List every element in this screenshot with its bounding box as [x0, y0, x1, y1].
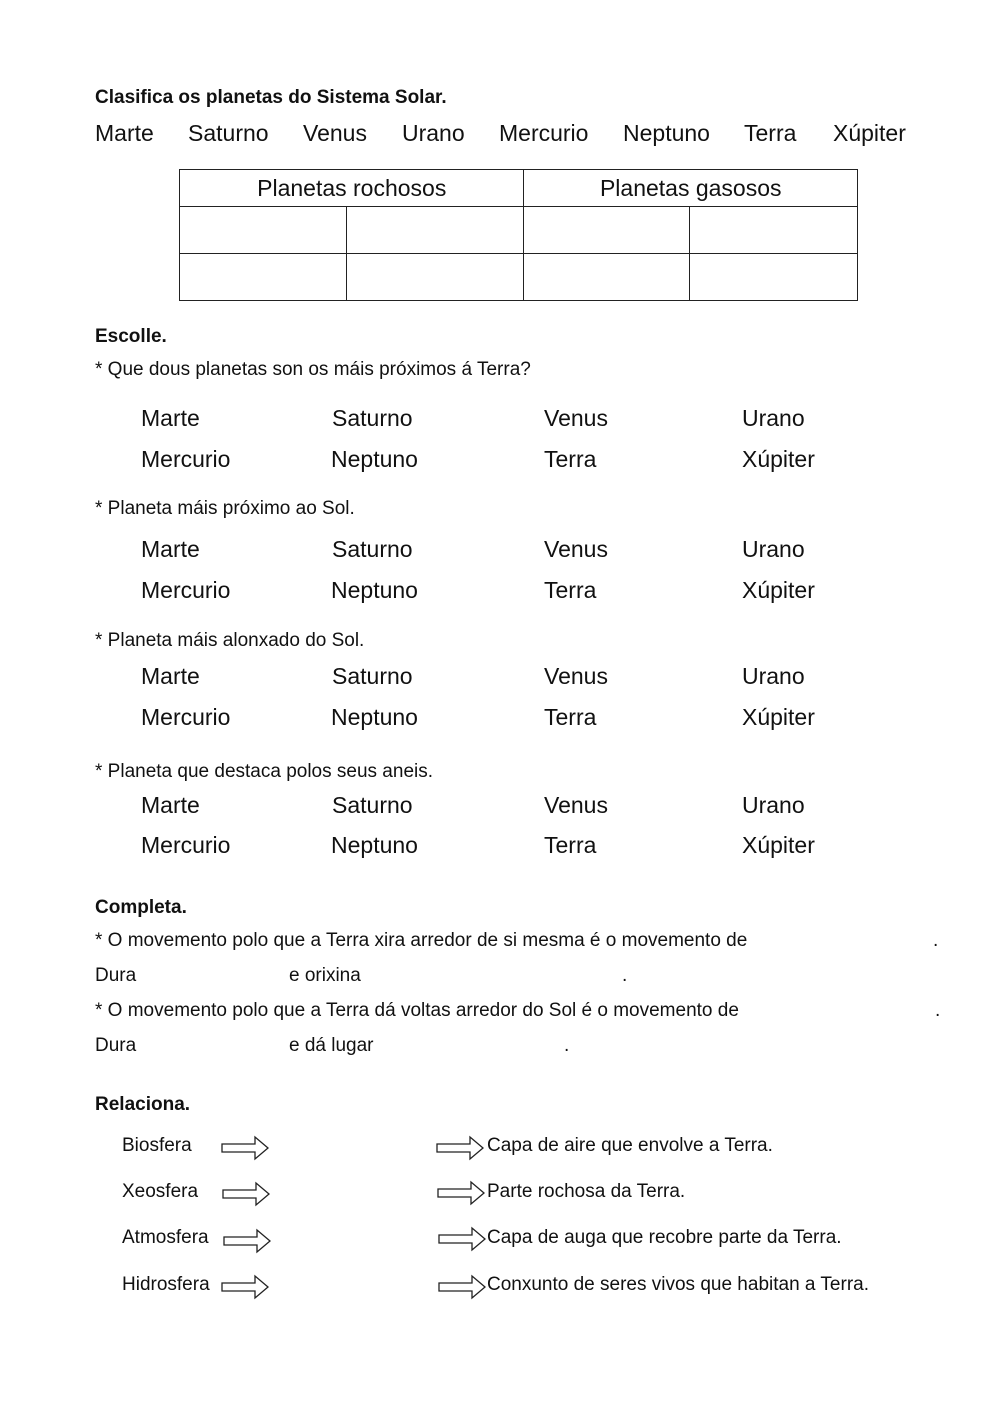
- period-2: .: [622, 965, 628, 986]
- complete-line-2-dura: Dura: [95, 965, 137, 986]
- planet-word-terra[interactable]: Terra: [744, 120, 797, 146]
- relate-definition-1: Capa de aire que envolve a Terra.: [487, 1135, 773, 1156]
- planet-word-venus[interactable]: Venus: [303, 120, 367, 146]
- question-4-text: * Planeta que destaca polos seus aneis.: [95, 761, 434, 782]
- q2-option-mercurio[interactable]: Mercurio: [141, 577, 231, 603]
- q1-option-saturno[interactable]: Saturno: [332, 405, 413, 431]
- q4-option-terra[interactable]: Terra: [544, 832, 597, 858]
- revolution-movement-blank[interactable]: [790, 998, 928, 1022]
- planet-word-urano[interactable]: Urano: [402, 120, 465, 146]
- gas-planets-header: Planetas gasosos: [524, 170, 858, 207]
- relate-term-atmosfera: Atmosfera: [122, 1227, 209, 1248]
- relate-definition-3: Capa de auga que recobre parte da Terra.: [487, 1227, 842, 1248]
- q4-option-saturno[interactable]: Saturno: [332, 792, 413, 818]
- q2-option-terra[interactable]: Terra: [544, 577, 597, 603]
- rocky-planets-header: Planetas rochosos: [180, 170, 524, 207]
- rotation-origin-blank[interactable]: [375, 963, 615, 987]
- revolution-result-blank[interactable]: [388, 1033, 558, 1057]
- q3-option-mercurio[interactable]: Mercurio: [141, 704, 231, 730]
- relate-heading: Relaciona.: [95, 1094, 191, 1115]
- q2-option-marte[interactable]: Marte: [141, 536, 200, 562]
- q3-option-saturno[interactable]: Saturno: [332, 663, 413, 689]
- period-1: .: [933, 930, 939, 951]
- planet-word-neptuno[interactable]: Neptuno: [623, 120, 710, 146]
- right-arrow-2-icon[interactable]: [437, 1180, 485, 1206]
- left-arrow-1-icon[interactable]: [221, 1135, 269, 1161]
- complete-heading: Completa.: [95, 897, 187, 918]
- planet-word-saturno[interactable]: Saturno: [188, 120, 269, 146]
- rotation-duration-blank[interactable]: [145, 963, 280, 987]
- question-1-text: * Que dous planetas son os máis próximos á Terra?: [95, 359, 531, 380]
- left-arrow-4-icon[interactable]: [221, 1274, 269, 1300]
- right-arrow-3-icon[interactable]: [438, 1226, 486, 1252]
- q4-option-neptuno[interactable]: Neptuno: [331, 832, 418, 858]
- rocky-drop-cell-2[interactable]: [346, 207, 524, 254]
- gas-drop-cell-1[interactable]: [524, 207, 690, 254]
- q4-option-xupiter[interactable]: Xúpiter: [742, 832, 815, 858]
- q3-option-terra[interactable]: Terra: [544, 704, 597, 730]
- q1-option-neptuno[interactable]: Neptuno: [331, 446, 418, 472]
- q1-option-marte[interactable]: Marte: [141, 405, 200, 431]
- q4-option-urano[interactable]: Urano: [742, 792, 805, 818]
- question-3-text: * Planeta máis alonxado do Sol.: [95, 630, 365, 651]
- q2-option-venus[interactable]: Venus: [544, 536, 608, 562]
- classify-table: [179, 169, 858, 301]
- rocky-drop-cell-1[interactable]: [180, 207, 347, 254]
- relate-term-biosfera: Biosfera: [122, 1135, 192, 1156]
- question-2-text: * Planeta máis próximo ao Sol.: [95, 498, 355, 519]
- left-arrow-3-icon[interactable]: [223, 1228, 271, 1254]
- period-4: .: [564, 1035, 570, 1056]
- q1-option-venus[interactable]: Venus: [544, 405, 608, 431]
- q2-option-xupiter[interactable]: Xúpiter: [742, 577, 815, 603]
- gas-drop-cell-3[interactable]: [524, 254, 690, 301]
- relate-term-xeosfera: Xeosfera: [122, 1181, 199, 1202]
- right-arrow-4-icon[interactable]: [438, 1274, 486, 1300]
- q1-option-mercurio[interactable]: Mercurio: [141, 446, 231, 472]
- right-arrow-1-icon[interactable]: [436, 1135, 484, 1161]
- complete-line-2-origin: e orixina: [289, 965, 361, 986]
- q3-option-neptuno[interactable]: Neptuno: [331, 704, 418, 730]
- rocky-drop-cell-4[interactable]: [346, 254, 524, 301]
- choose-heading: Escolle.: [95, 326, 167, 347]
- q3-option-marte[interactable]: Marte: [141, 663, 200, 689]
- q4-option-venus[interactable]: Venus: [544, 792, 608, 818]
- q3-option-xupiter[interactable]: Xúpiter: [742, 704, 815, 730]
- gas-drop-cell-4[interactable]: [690, 254, 858, 301]
- relate-term-hidrosfera: Hidrosfera: [122, 1274, 210, 1295]
- q3-option-urano[interactable]: Urano: [742, 663, 805, 689]
- complete-line-1: * O movemento polo que a Terra xira arredor de si mesma é o movemento de: [95, 930, 748, 951]
- q3-option-venus[interactable]: Venus: [544, 663, 608, 689]
- q2-option-neptuno[interactable]: Neptuno: [331, 577, 418, 603]
- q1-option-xupiter[interactable]: Xúpiter: [742, 446, 815, 472]
- planet-word-marte[interactable]: Marte: [95, 120, 154, 146]
- complete-line-4-dura: Dura: [95, 1035, 137, 1056]
- complete-line-3: * O movemento polo que a Terra dá voltas arredor do Sol é o movemento de: [95, 1000, 739, 1021]
- relate-definition-4: Conxunto de seres vivos que habitan a Terra.: [487, 1274, 869, 1295]
- relate-definition-2: Parte rochosa da Terra.: [487, 1181, 686, 1202]
- rotation-movement-blank[interactable]: [800, 928, 925, 952]
- q4-option-mercurio[interactable]: Mercurio: [141, 832, 231, 858]
- complete-line-4-result: e dá lugar: [289, 1035, 374, 1056]
- gas-drop-cell-2[interactable]: [690, 207, 858, 254]
- revolution-duration-blank[interactable]: [145, 1033, 280, 1057]
- rocky-drop-cell-3[interactable]: [180, 254, 347, 301]
- q4-option-marte[interactable]: Marte: [141, 792, 200, 818]
- q2-option-urano[interactable]: Urano: [742, 536, 805, 562]
- planet-word-mercurio[interactable]: Mercurio: [499, 120, 589, 146]
- classify-heading: Clasifica os planetas do Sistema Solar.: [95, 87, 447, 108]
- left-arrow-2-icon[interactable]: [222, 1181, 270, 1207]
- q1-option-terra[interactable]: Terra: [544, 446, 597, 472]
- period-3: .: [935, 1000, 941, 1021]
- q1-option-urano[interactable]: Urano: [742, 405, 805, 431]
- q2-option-saturno[interactable]: Saturno: [332, 536, 413, 562]
- planet-word-xupiter[interactable]: Xúpiter: [833, 120, 906, 146]
